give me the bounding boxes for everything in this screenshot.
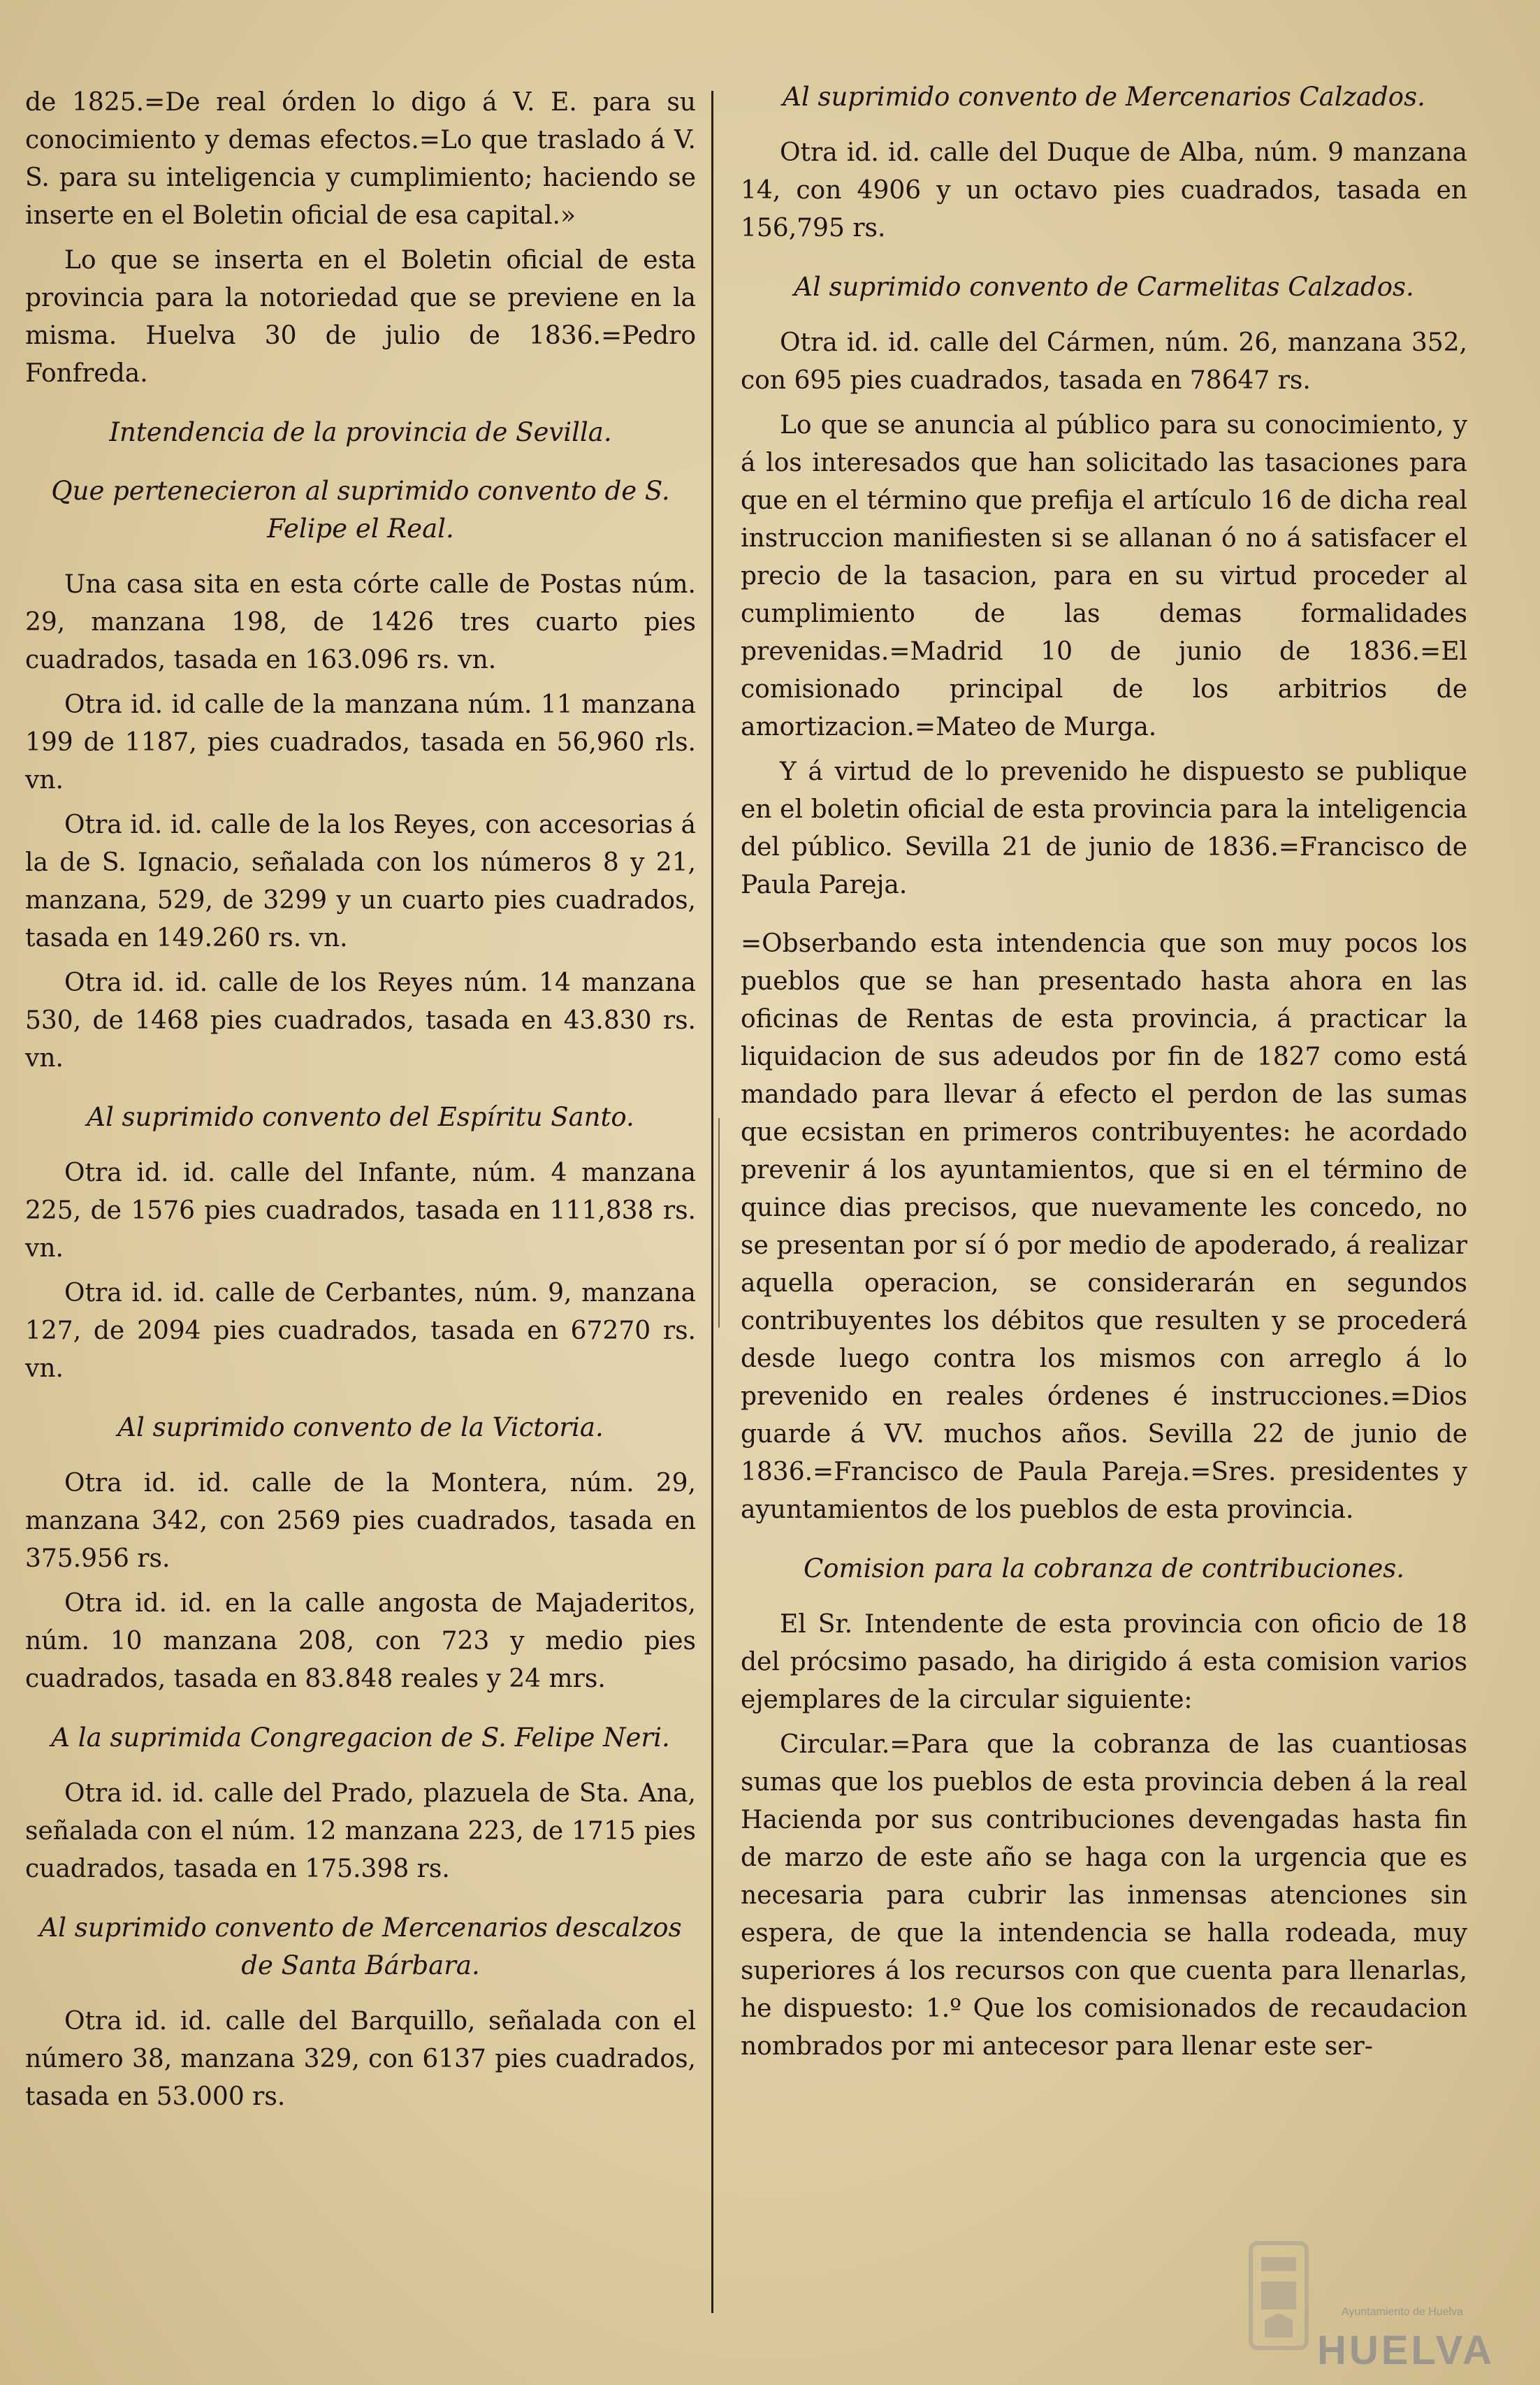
section-heading: Al suprimido convento de Mercenarios Calzados.: [783, 82, 1425, 112]
section-heading: Al suprimido convento de la Victoria.: [117, 1412, 604, 1442]
paragraph: Otra id. id. calle de Cerbantes, núm. 9, manzana 127, de 2094 pies cuadrados, tasada en 67270 rs. vn.: [25, 1279, 696, 1383]
column-divider: [711, 91, 713, 2313]
paragraph: =Obserbando esta intendencia que son muy pocos los pueblos que se han presentado hasta ahora en las oficinas de Rentas de esta provincia, á practicar la liquidacion de sus adeudos por fin de 1827 como está mandado para llevar á efecto el perdon de las sumas que ecsistan en primeros contribuyentes: he acordado prevenir á los ayuntamientos, que si en el término de quince dias precisos, que nuevamente les concedo, no se presentan por sí ó por medio de apoderado, á realizar aquella operacion, se considerarán en segundos contribuyentes los débitos que resulten y se procederá desde luego contra los mismos con arreglo á lo prevenido en reales órdenes é instrucciones.=Dios guarde á VV. muchos años. Sevilla 22 de junio de 1836.=Francisco de Paula Pareja.=Sres. presidentes y ayuntamientos de los pueblos de esta provincia.: [741, 929, 1467, 1524]
paragraph: Otra id. id. calle del Infante, núm. 4 manzana 225, de 1576 pies cuadrados, tasada en 111,838 rs. vn.: [25, 1159, 696, 1263]
section-heading: A la suprimida Congregacion de S. Felipe Neri.: [51, 1723, 670, 1753]
paragraph: de 1825.=De real órden lo digo á V. E. para su conocimiento y demas efectos.=Lo que traslado á V. S. para su inteligencia y cumplimiento; haciendo se inserte en el Boletin oficial de esa capital.»: [25, 88, 696, 230]
paragraph: Otra id. id. en la calle angosta de Majaderitos, núm. 10 manzana 208, con 723 y medio pies cuadrados, tasada en 83.848 reales y 24 mrs.: [25, 1589, 696, 1693]
paragraph: Otra id. id. calle del Cármen, núm. 26, manzana 352, con 695 pies cuadrados, tasada en 78647 rs.: [741, 328, 1467, 395]
paragraph: Lo que se anuncia al público para su conocimiento, y á los interesados que han solicitado las tasaciones para que en el término que prefija el artículo 16 de dicha real instruccion manifiesten si se allanan ó no á satisfacer el precio de la tasacion, para en su virtud proceder al cumplimiento de las demas formalidades prevenidas.=Madrid 10 de junio de 1836.=El comisionado principal de los arbitrios de amortizacion.=Mateo de Murga.: [741, 411, 1467, 741]
paragraph: Otra id. id. calle del Barquillo, señalada con el número 38, manzana 329, con 6137 pies cuadrados, tasada en 53.000 rs.: [25, 2007, 696, 2111]
paragraph: Otra id. id. calle de los Reyes núm. 14 manzana 530, de 1468 pies cuadrados, tasada en 43.830 rs. vn.: [25, 969, 696, 1073]
section-heading: Al suprimido convento de Mercenarios descalzos de Santa Bárbara.: [39, 1913, 682, 1980]
paragraph: Otra id. id. calle del Prado, plazuela de Sta. Ana, señalada con el núm. 12 manzana 223, de 1715 pies cuadrados, tasada en 175.398 rs.: [25, 1779, 696, 1883]
paragraph: Y á virtud de lo prevenido he dispuesto se publique en el boletin oficial de esta provincia para la inteligencia del público. Sevilla 21 de junio de 1836.=Francisco de Paula Pareja.: [741, 757, 1467, 899]
paragraph: Otra id. id. calle de la los Reyes, con accesorias á la de S. Ignacio, señalada con los números 8 y 21, manzana, 529, de 3299 y un cuarto pies cuadrados, tasada en 149.260 rs. vn.: [25, 811, 696, 952]
paragraph: Otra id. id calle de la manzana núm. 11 manzana 199 de 1187, pies cuadrados, tasada en 56,960 rls. vn.: [25, 690, 696, 795]
section-heading: Al suprimido convento del Espíritu Santo.: [87, 1102, 634, 1132]
watermark-caption: Ayuntamiento de Huelva: [1342, 2306, 1464, 2318]
section-heading: Al suprimido convento de Carmelitas Calzados.: [794, 272, 1414, 302]
column-divider-secondary: [718, 1118, 720, 1328]
section-heading: Comision para la cobranza de contribuciones.: [803, 1553, 1405, 1583]
section-heading: Que pertenecieron al suprimido convento de S. Felipe el Real.: [51, 476, 670, 544]
paragraph: Circular.=Para que la cobranza de las cuantiosas sumas que los pueblos de esta provincia deben á la real Hacienda por sus contribuciones devengadas hasta fin de marzo de este año se haga con la urgencia que es necesaria para cubrir las inmensas atenciones sin espera, de que la intendencia se halla rodeada, muy superiores á los recursos con que cuenta para llenarlas, he dispuesto: 1.º Que los comisionados de recaudacion nombrados por mi antecesor para llenar este ser-: [741, 1730, 1467, 2061]
paragraph: Lo que se inserta en el Boletin oficial de esta provincia para la notoriedad que se previene en la misma. Huelva 30 de julio de 1836.=Pedro Fonfreda.: [25, 246, 696, 388]
watermark-title: HUELVA: [1317, 2328, 1495, 2373]
paragraph: Una casa sita en esta córte calle de Postas núm. 29, manzana 198, de 1426 tres cuarto pies cuadrados, tasada en 163.096 rs. vn.: [25, 570, 696, 674]
left-column: [25, 84, 696, 2123]
paragraph: Otra id. id. calle del Duque de Alba, núm. 9 manzana 14, con 4906 y un octavo pies cuadrados, tasada en 156,795 rs.: [741, 138, 1467, 242]
paragraph: El Sr. Intendente de esta provincia con oficio de 18 del prócsimo pasado, ha dirigido á esta comision varios ejemplares de la circular siguiente:: [741, 1610, 1467, 1714]
section-heading: Intendencia de la provincia de Sevilla.: [109, 417, 612, 447]
paragraph: Otra id. id. calle de la Montera, núm. 29, manzana 342, con 2569 pies cuadrados, tasada en 375.956 rs.: [25, 1469, 696, 1573]
right-column: [741, 78, 1467, 2073]
